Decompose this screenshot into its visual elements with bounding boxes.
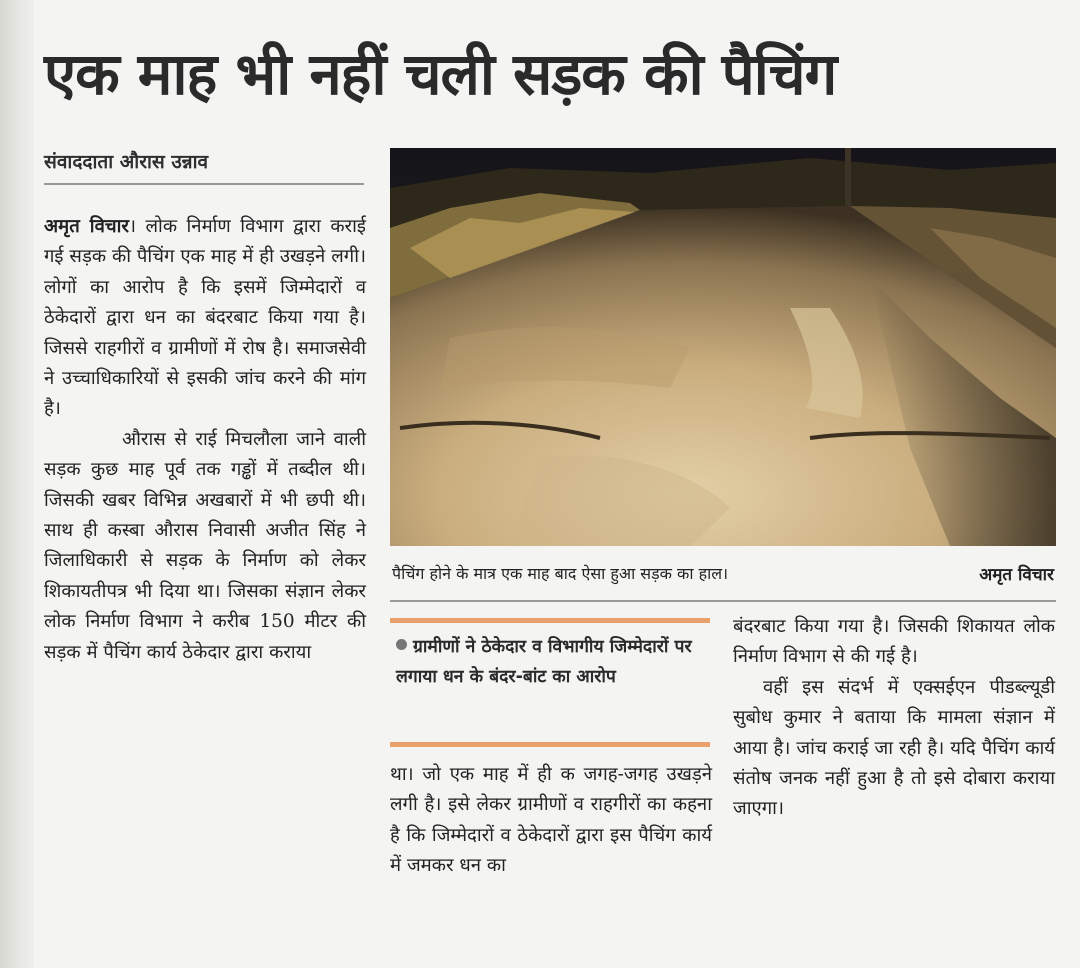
paragraph-3: था। जो एक माह में ही क जगह-जगह उखड़ने लगी है। इसे लेकर ग्रामीणों व राहगीरों का कहना है कि जिम्मेदारों व ठेकेदारों द्वारा इस पैचिंग कार्य में जमकर धन का bbox=[390, 764, 712, 877]
paragraph-2: औरास से राई मिचलौला जाने वाली सड़क कुछ माह पूर्व तक गड्ढों में तब्दील थी। जिसकी खबर विभिन्न अखबारों में भी छपी थी। साथ ही कस्बा औरास निवासी अजीत सिंह ने जिलाधिकारी से सड़क के निर्माण को लेकर शिकायतीपत्र भी दिया था। जिसका संज्ञान लेकर लोक निर्माण विभाग ने करीब 150 मीटर की सड़क में पैचिंग कार्य ठेकेदार द्वारा कराया bbox=[44, 428, 366, 663]
paragraph-4: बंदरबाट किया गया है। जिसकी शिकायत लोक निर्माण विभाग से की गई है। bbox=[733, 616, 1055, 668]
caption-text: पैचिंग होने के मात्र एक माह बाद ऐसा हुआ सड़क का हाल। bbox=[392, 564, 729, 583]
highlight-text: ग्रामीणों ने ठेकेदार व विभागीय जिम्मेदारों पर लगाया धन के बंदर-बांट का आरोप bbox=[396, 637, 692, 687]
article-column-2 bbox=[390, 760, 712, 882]
byline: संवाददाता औरास उन्नाव bbox=[44, 151, 209, 173]
headline: एक माह भी नहीं चली सड़क की पैचिंग bbox=[44, 40, 837, 108]
paragraph-5: वहीं इस संदर्भ में एक्सईएन पीडब्ल्यूडी सुबोध कुमार ने बताया कि मामला संज्ञान में आया है। जांच कराई जा रही है। यदि पैचिंग कार्य संतोष जनक नहीं हुआ है तो इसे दोबारा कराया जाएगा। bbox=[733, 676, 1055, 820]
road-photo-illustration bbox=[390, 148, 1056, 546]
road-photo bbox=[390, 148, 1056, 546]
highlight-rule-bottom bbox=[390, 742, 710, 747]
highlight-rule-top bbox=[390, 618, 710, 623]
byline-divider bbox=[44, 183, 364, 185]
caption-divider bbox=[390, 600, 1056, 602]
photo-credit: अमृत विचार bbox=[979, 565, 1054, 585]
lead-source: अमृत विचार bbox=[44, 216, 129, 237]
article-column-3 bbox=[733, 612, 1055, 825]
bullet-icon bbox=[396, 639, 407, 650]
highlight-box bbox=[396, 632, 710, 692]
photo-caption bbox=[392, 562, 1056, 584]
article-column-1 bbox=[44, 212, 366, 668]
paragraph-1-text: । लोक निर्माण विभाग द्वारा कराई गई सड़क की पैचिंग एक माह में ही उखड़ने लगी। लोगों का आरोप है कि इसमें जिम्मेदारों व ठेकेदारों द्वारा धन का बंदरबाट किया गया है। जिससे राहगीरों व ग्रामीणों में रोष है। समाजसेवी ने उच्चाधिकारियों से इसकी जांच करने की मांग है। bbox=[44, 216, 366, 420]
paragraph-1 bbox=[44, 212, 366, 425]
page-edge bbox=[0, 0, 34, 968]
